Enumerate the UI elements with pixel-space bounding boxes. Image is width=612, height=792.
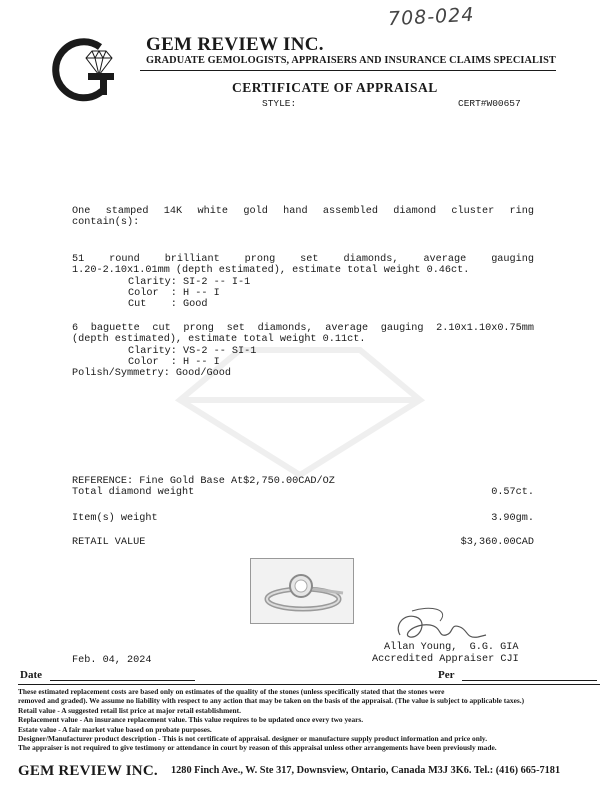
gold-reference: REFERENCE: Fine Gold Base At$2,750.00CAD/OZ (72, 476, 335, 487)
handwritten-note: 708-024 (387, 3, 475, 31)
per-label: Per (438, 669, 455, 681)
appraiser-signature (390, 605, 490, 647)
item-weight-label: Item(s) weight (72, 513, 158, 524)
certificate-number: CERT#W00657 (458, 98, 521, 109)
gem-review-logo-icon (52, 37, 124, 103)
disclaimer-line: removed and graded). We assume no liability with respect to any action that may be taken on the basis of the appraisal. (The value is subject to applicable taxes.) (18, 696, 525, 706)
disclaimer-line: Retail value - A suggested retail list price at major retail establishment. (18, 705, 241, 715)
stone-group-2-line1: 6 baguette cut prong set diamonds, average gauging 2.10x1.10x0.75mm (72, 323, 534, 334)
item-description-cont: contain(s): (72, 217, 140, 228)
stone-group-1-line2: 1.20-2.10x1.01mm (depth estimated), estimate total weight 0.46ct. (72, 265, 470, 276)
date-label: Date (20, 669, 42, 681)
stone-group-1-clarity: Clarity: SI-2 -- I-1 (128, 277, 251, 288)
stone-group-1-line1: 51 round brilliant prong set diamonds, average gauging (72, 254, 534, 265)
disclaimer-line: Designer/Manufacturer product description - This is not certificate of appraisal. designer or manufacture supply product information and price only. (18, 734, 488, 744)
disclaimer-line: The appraiser is not required to give testimony or attendance in court by reason of this appraisal unless other arrangements have been previously made. (18, 743, 497, 753)
style-label: STYLE: (262, 98, 297, 109)
stone-group-2-clarity: Clarity: VS-2 -- SI-1 (128, 346, 257, 357)
company-tagline: GRADUATE GEMOLOGISTS, APPRAISERS AND INSURANCE CLAIMS SPECIALIST (146, 55, 556, 66)
stone-group-2-line2: (depth estimated), estimate total weight 0.11ct. (72, 334, 366, 345)
appraiser-name: Allan Young, G.G. GIA (384, 642, 519, 653)
date-line (50, 680, 195, 681)
total-diamond-weight-label: Total diamond weight (72, 487, 195, 498)
appraiser-title: Accredited Appraiser CJI (372, 654, 519, 665)
total-diamond-weight-value: 0.57ct. (491, 487, 534, 498)
footer-company-name: GEM REVIEW INC. (18, 763, 158, 779)
footer-divider (18, 684, 600, 685)
stone-group-1-color: Color : H -- I (128, 288, 220, 299)
disclaimer-line: Estate value - A fair market value based on probate purposes. (18, 724, 212, 734)
header-divider (140, 70, 556, 71)
retail-value-amount: $3,360.00CAD (460, 537, 534, 548)
company-name: GEM REVIEW INC. (146, 34, 324, 55)
certificate-title: CERTIFICATE OF APPRAISAL (232, 80, 438, 95)
item-description: One stamped 14K white gold hand assembled diamond cluster ring (72, 206, 534, 217)
disclaimer-line: These estimated replacement costs are based only on estimates of the quality of the stones (unless specifically stated that the stones were (18, 687, 445, 696)
footer-address: 1280 Finch Ave., W. Ste 317, Downsview, Ontario, Canada M3J 3K6. Tel.: (416) 665-7181 (171, 765, 561, 776)
retail-value-label: RETAIL VALUE (72, 537, 146, 548)
ring-photo (250, 558, 354, 624)
disclaimers (18, 687, 604, 753)
stone-group-1-cut: Cut : Good (128, 299, 208, 310)
stone-group-2-color: Color : H -- I (128, 357, 220, 368)
per-line (462, 680, 597, 681)
polish-symmetry: Polish/Symmetry: Good/Good (72, 368, 231, 379)
appraisal-date: Feb. 04, 2024 (72, 655, 152, 666)
item-weight-value: 3.90gm. (491, 513, 534, 524)
disclaimer-line: Replacement value - An insurance replacement value. This value requires to be updated once every two years. (18, 715, 364, 725)
